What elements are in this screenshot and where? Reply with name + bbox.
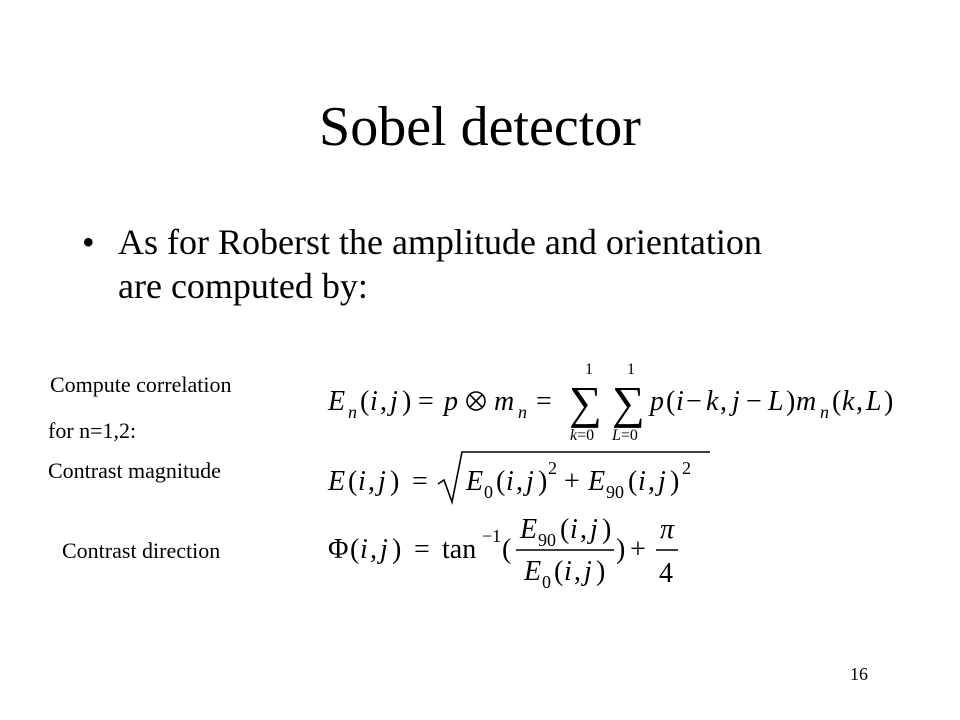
page-number: 16	[850, 664, 868, 684]
svg-text:π: π	[660, 514, 675, 545]
svg-text:0: 0	[484, 482, 493, 502]
svg-text:,: ,	[856, 386, 863, 417]
svg-text:1: 1	[627, 361, 635, 378]
svg-text:n: n	[348, 402, 357, 422]
svg-text:(: (	[502, 534, 512, 565]
svg-text:,: ,	[516, 466, 523, 497]
svg-text:): )	[670, 466, 680, 497]
svg-text:i: i	[676, 386, 684, 417]
slide-title: Sobel detector	[319, 96, 641, 158]
svg-text:j: j	[658, 466, 666, 497]
svg-text:+: +	[630, 534, 646, 565]
svg-text:L: L	[866, 386, 882, 417]
svg-text:(: (	[360, 386, 370, 417]
svg-text:i: i	[358, 466, 366, 497]
svg-text:j: j	[584, 556, 592, 587]
svg-text:m: m	[494, 386, 515, 417]
svg-text:): )	[602, 514, 612, 545]
svg-text:j: j	[590, 514, 598, 545]
svg-text:(: (	[350, 534, 360, 565]
magnitude-equation	[326, 448, 716, 510]
svg-text:j: j	[732, 386, 740, 417]
label-contrast-magnitude: Contrast magnitude	[48, 458, 221, 483]
svg-text:+: +	[564, 466, 580, 497]
svg-text:j: j	[380, 534, 388, 565]
svg-text:k: k	[842, 386, 855, 417]
svg-text:(: (	[496, 466, 506, 497]
svg-text:(: (	[666, 386, 676, 417]
svg-text:): )	[884, 386, 894, 417]
svg-text:n: n	[820, 402, 829, 422]
svg-text:): )	[786, 386, 796, 417]
svg-text:2: 2	[682, 458, 691, 478]
svg-text:−1: −1	[482, 526, 502, 546]
svg-text:0: 0	[542, 572, 551, 592]
svg-text:(: (	[832, 386, 842, 417]
svg-text:(: (	[554, 556, 564, 587]
svg-text:∑: ∑	[569, 377, 602, 428]
svg-text:=: =	[414, 534, 430, 565]
svg-text:1: 1	[585, 361, 593, 378]
svg-text:n: n	[518, 402, 527, 422]
svg-text:(: (	[560, 514, 570, 545]
label-for-n: for n=1,2:	[48, 418, 137, 443]
svg-text:E: E	[524, 556, 542, 587]
svg-text:E: E	[328, 386, 346, 417]
svg-text:i: i	[506, 466, 514, 497]
svg-text:): )	[392, 534, 402, 565]
svg-text:): )	[616, 534, 626, 565]
svg-text:): )	[538, 466, 548, 497]
label-compute-correlation: Compute correlation	[50, 372, 232, 397]
svg-text:i: i	[360, 534, 368, 565]
svg-text:j: j	[378, 466, 386, 497]
svg-text:E: E	[466, 466, 484, 497]
svg-text:): )	[402, 386, 412, 417]
bullet-point	[82, 220, 802, 308]
svg-text:=: =	[536, 386, 552, 417]
svg-text:E: E	[328, 466, 346, 497]
svg-text:tan: tan	[442, 534, 477, 565]
svg-text:,: ,	[368, 466, 375, 497]
svg-text:p: p	[444, 386, 458, 417]
svg-text:i: i	[638, 466, 646, 497]
svg-text:j: j	[390, 386, 398, 417]
svg-text:i: i	[370, 386, 378, 417]
svg-text:i: i	[564, 556, 572, 587]
svg-text:k=0: k=0	[570, 427, 595, 444]
svg-text:,: ,	[648, 466, 655, 497]
svg-text:L: L	[768, 386, 784, 417]
direction-equation	[326, 510, 696, 592]
svg-text:90: 90	[538, 530, 556, 550]
svg-text:,: ,	[380, 386, 387, 417]
svg-text:,: ,	[370, 534, 377, 565]
svg-text:p: p	[650, 386, 664, 417]
svg-text:m: m	[796, 386, 817, 417]
svg-text:): )	[596, 556, 606, 587]
svg-text:∑: ∑	[612, 377, 645, 428]
svg-text:(: (	[628, 466, 638, 497]
svg-text:L=0: L=0	[612, 427, 638, 444]
svg-text:=: =	[418, 386, 434, 417]
svg-text:k: k	[706, 386, 719, 417]
svg-text:j: j	[526, 466, 534, 497]
svg-text:E: E	[588, 466, 606, 497]
svg-text:E: E	[520, 514, 538, 545]
bullet-text: As for Roberst the amplitude and orientation are computed by:	[118, 222, 762, 306]
svg-text:2: 2	[548, 458, 557, 478]
svg-text:,: ,	[720, 386, 727, 417]
svg-text:4: 4	[659, 558, 673, 589]
svg-text:Φ: Φ	[328, 534, 349, 565]
svg-text:=: =	[412, 466, 428, 497]
svg-text:,: ,	[574, 556, 581, 587]
svg-text:): )	[390, 466, 400, 497]
correlation-equation	[326, 360, 946, 444]
svg-text:−: −	[686, 386, 702, 417]
svg-text:90: 90	[606, 482, 624, 502]
svg-text:i: i	[570, 514, 578, 545]
svg-text:(: (	[348, 466, 358, 497]
label-contrast-direction: Contrast direction	[62, 538, 221, 563]
bullet-dot-icon: •	[82, 222, 95, 262]
svg-text:−: −	[746, 386, 762, 417]
svg-text:,: ,	[580, 514, 587, 545]
